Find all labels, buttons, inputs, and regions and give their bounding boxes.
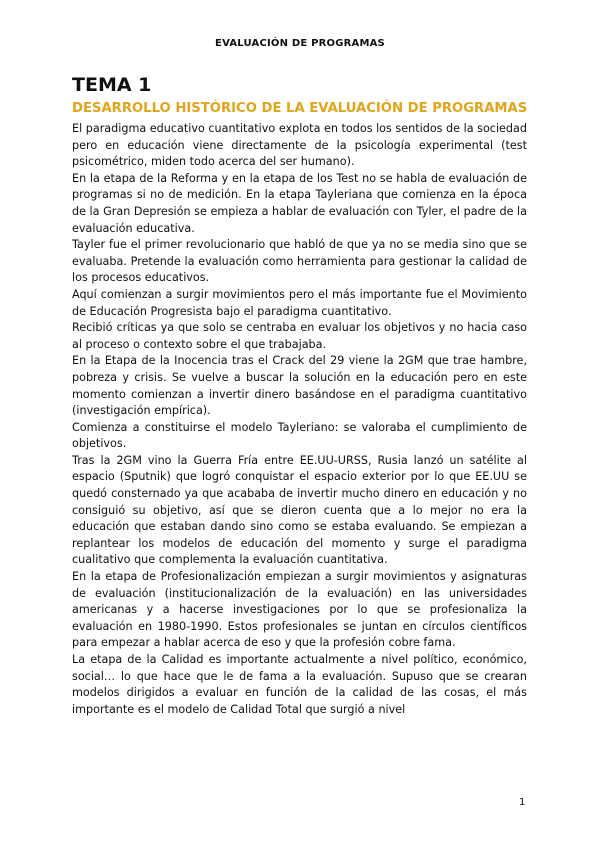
paragraph: Aquí comienzan a surgir movimientos pero el más importante fue el Movimiento de Educación Progresista bajo el paradigma cuantitativo. [72, 287, 527, 318]
paragraph: Tayler fue el primer revolucionario que habló de que ya no se media sino que se evaluaba. Pretende la evaluación como herramienta para gestionar la calidad de los procesos educativos. [72, 238, 527, 285]
paragraph: En la Etapa de la Inocencia tras el Crack del 29 viene la 2GM que trae hambre, pobreza y crisis. Se vuelve a buscar la solución en la educación pero en este momento comienzan a invertir dinero basándose en el paradigma cuantitativo (investigación empírica). [72, 354, 527, 418]
chapter-title: TEMA 1 [72, 74, 152, 96]
paragraph: Comienza a constituirse el modelo Tayleriano: se valoraba el cumplimiento de objetivos. [72, 420, 527, 451]
paragraph: Recibió críticas ya que solo se centraba en evaluar los objetivos y no hacia caso al proceso o contexto sobre el que trabajaba. [72, 321, 527, 351]
paragraph: En la etapa de Profesionalización empiezan a surgir movimientos y asignaturas de evaluación (institucionalización de la evaluación) en las universidades americanas y a hacerse investigaciones por lo que se profesionaliza la evaluación en 1980-1990. Estos profesionales se juntan en círculos científicos para empezar a hablar acerca de eso y que la profesión cobre fama. [72, 570, 527, 650]
running-header: EVALUACIÓN DE PROGRAMAS [215, 38, 385, 49]
paragraph: En la etapa de la Reforma y en la etapa de los Test no se habla de evaluación de programas si no de medición. En la etapa Tayleriana que comienza en la época de la Gran Depresión se empieza a hablar de evaluación con Tyler, el padre de la evaluación educativa. [72, 171, 527, 235]
paragraph: El paradigma educativo cuantitativo explota en todos los sentidos de la sociedad pero en educación viene directamente de la psicología experimental (test psicométrico, miden todo acerca del ser humano). [72, 122, 527, 169]
page-number: 1 [519, 797, 526, 808]
paragraph: La etapa de la Calidad es importante actualmente a nivel político, económico, social… lo que hace que le de fama a la evaluación. Supuso que se crearan modelos dirigidos a evaluar en función de la calidad de las cosas, el más importante es el modelo de Calidad Total que surgió a nivel [72, 653, 527, 716]
paragraph: Tras la 2GM vino la Guerra Fría entre EE.UU-URSS, Rusia lanzó un satélite al espacio (Sputnik) que logró conquistar el espacio exterior por lo que EE.UU se quedó consternado ya que acababa de invertir mucho dinero en educación y no consiguió su objetivo, así que se dieron cuenta que a lo mejor no era la educación que estaban dando sino como se estaba evaluando. Se empiezan a replantear los modelos de educación del momento y surge el paradigma cualitativo que complementa la evaluación cuantitativa. [72, 453, 527, 567]
body-text [72, 121, 527, 718]
section-subtitle: DESARROLLO HISTÓRICO DE LA EVALUACIÓN DE PROGRAMAS [72, 101, 528, 116]
